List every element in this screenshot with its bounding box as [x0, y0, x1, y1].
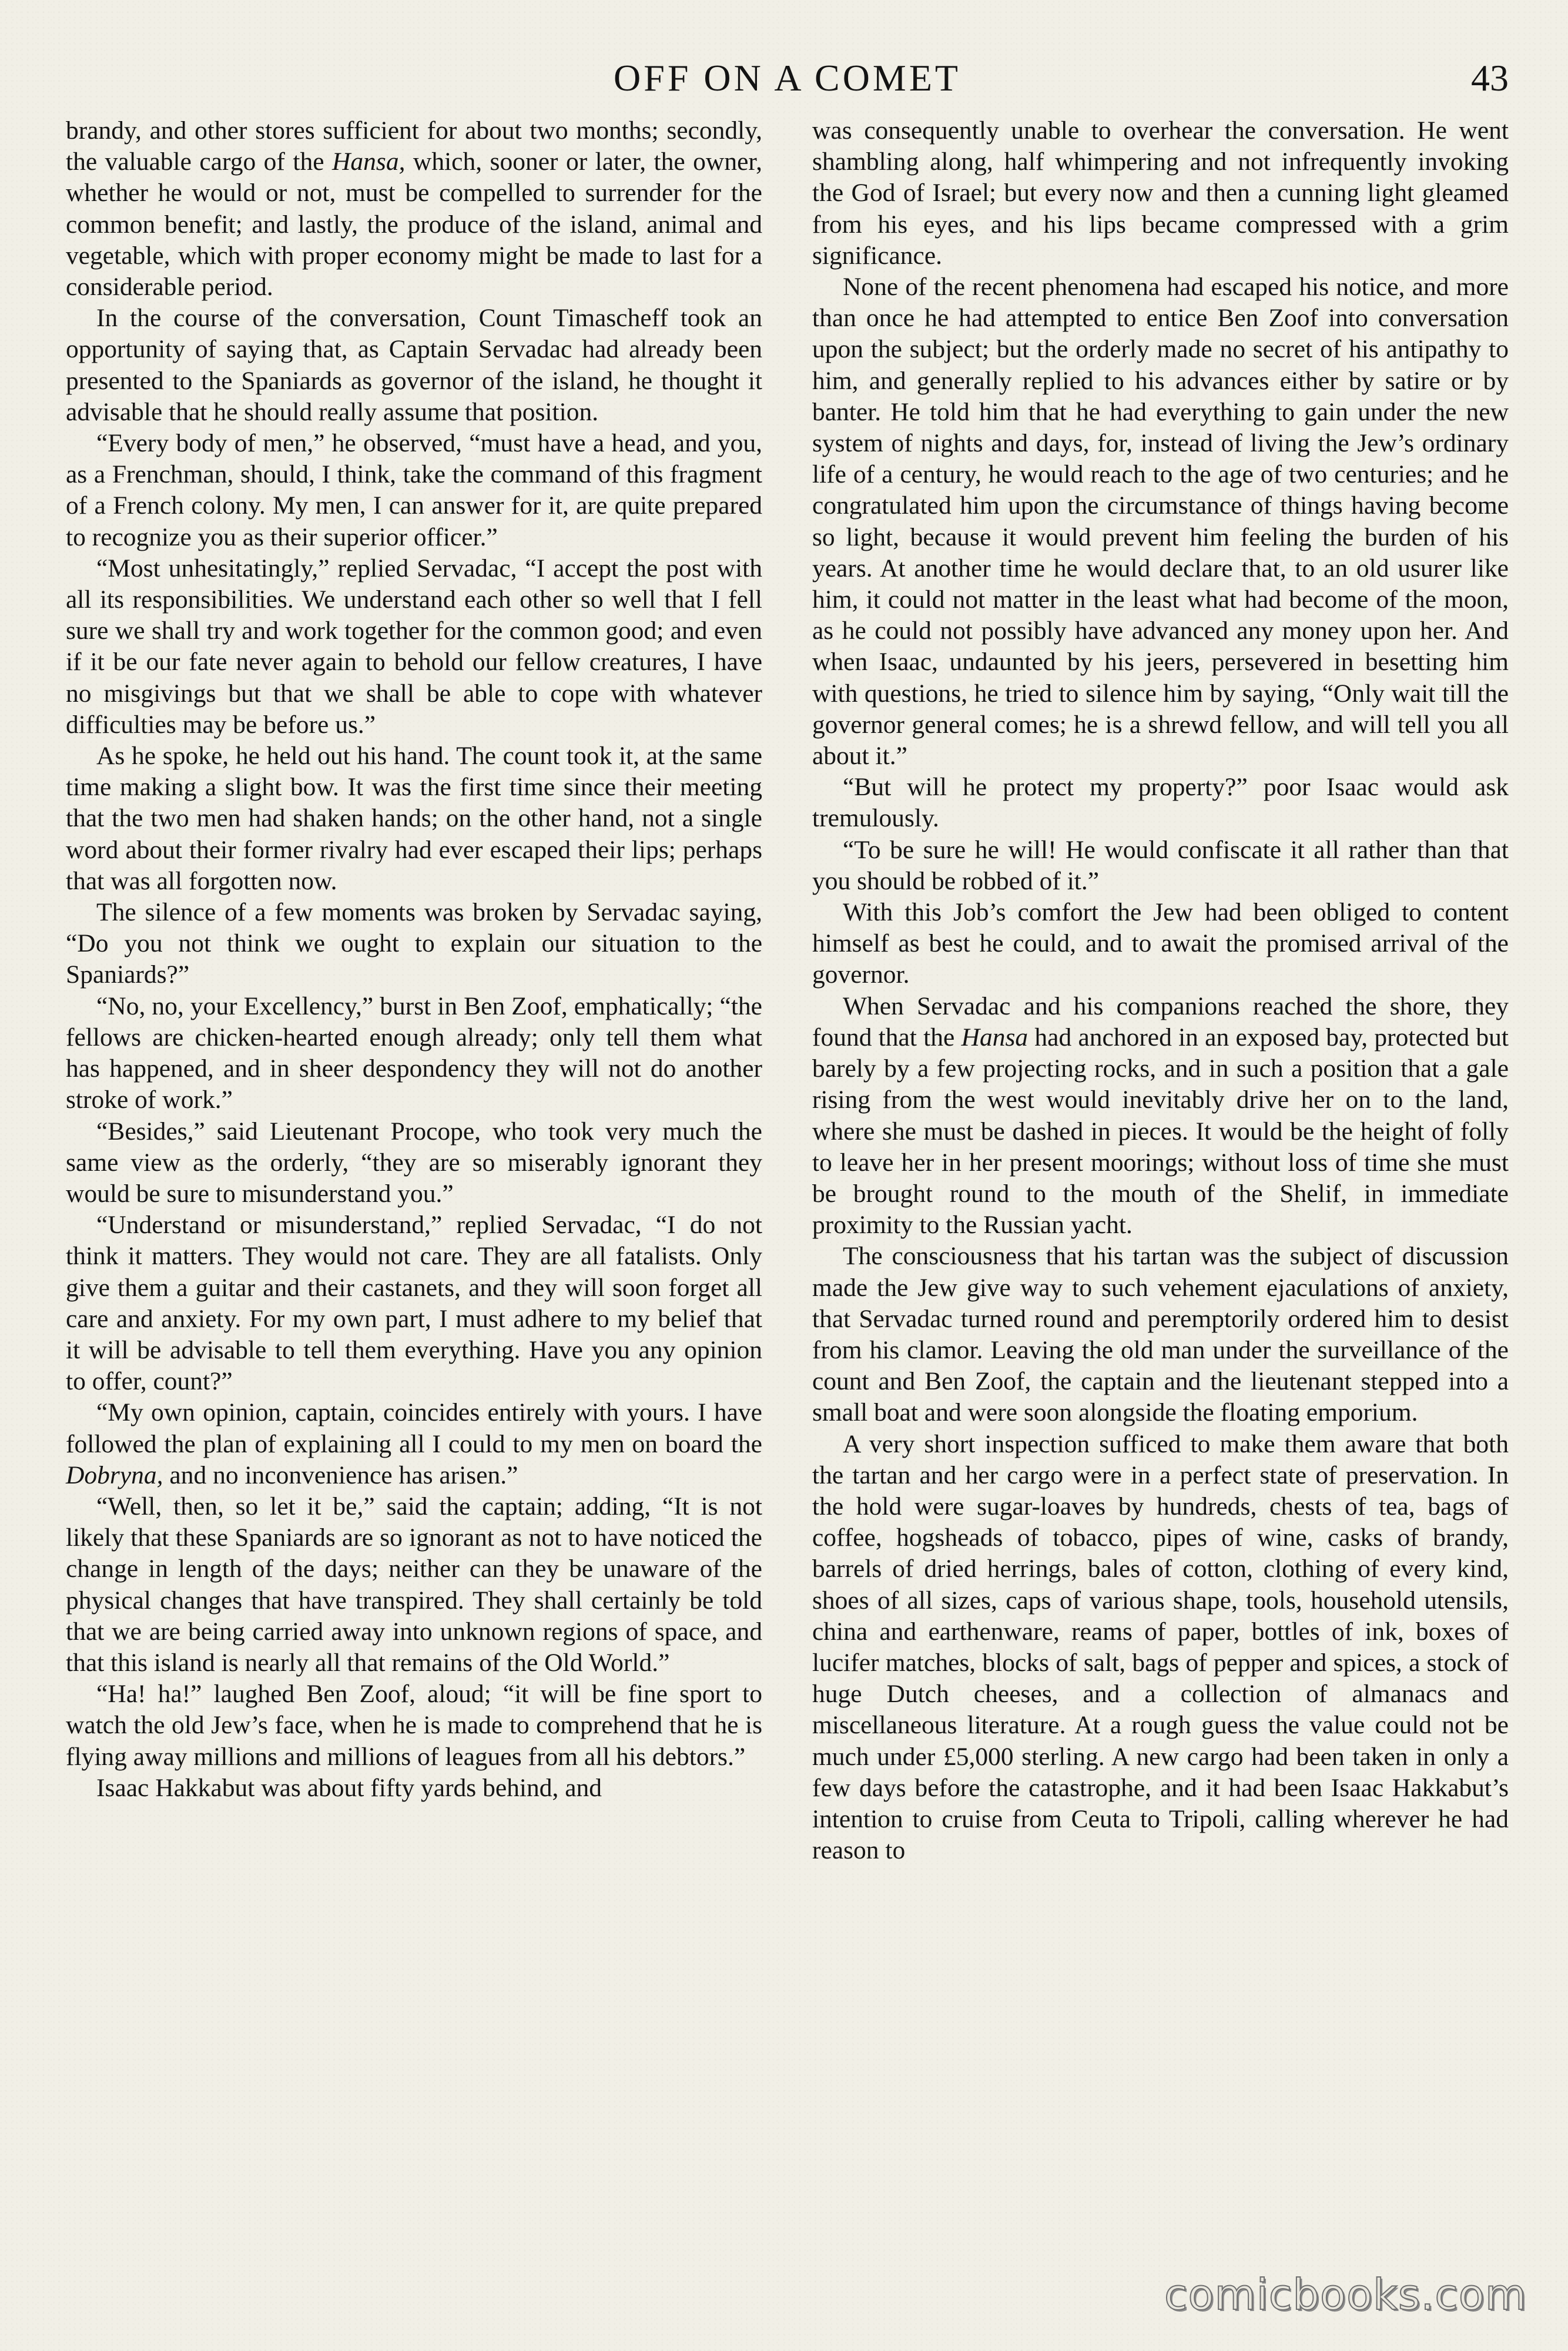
paragraph	[66, 897, 762, 991]
paragraph	[66, 553, 762, 741]
page-header	[66, 52, 1509, 105]
italic-ship-name: Hansa	[961, 1023, 1028, 1051]
book-page	[66, 0, 1509, 2351]
right-text-column	[812, 115, 1509, 1866]
page-number: 43	[1471, 57, 1509, 99]
paragraph	[812, 897, 1509, 991]
text-run: With this Job’s comfort the Jew had been obliged to content himself as best he could, and to await the promised arrival of the governor.	[812, 898, 1509, 989]
text-run: As he spoke, he held out his hand. The count took it, at the same time making a slight bow. It was the first time since their meeting that the two men had shaken hands; on the other hand, not a single word about their former rivalry had ever escaped their lips; perhaps that was all forgotten now.	[66, 742, 762, 895]
paragraph	[66, 303, 762, 428]
text-run: “To be sure he will! He would confiscate it all rather than that you should be robbed of it.”	[812, 835, 1509, 895]
text-run: “Understand or misunderstand,” replied Servadac, “I do not think it matters. They would not care. They are all fatalists. Only give them a guitar and their castanets, and they will soon forget all care and anxiety. For my own part, I must adhere to my belief that it will be advisable to tell them everything. Have you any opinion to offer, count?”	[66, 1211, 762, 1396]
paragraph	[66, 741, 762, 897]
left-text-column	[66, 115, 762, 1804]
text-run: “But will he protect my property?” poor Isaac would ask tremulously.	[812, 773, 1509, 833]
text-run: The silence of a few moments was broken by Servadac saying, “Do you not think we ought to explain our situation to the Spaniards?”	[66, 898, 762, 989]
paragraph	[812, 1429, 1509, 1867]
text-run: and no inconvenience has arisen.”	[163, 1461, 518, 1489]
paragraph	[66, 1773, 762, 1804]
text-run: In the course of the conversation, Count Timascheff took an opportunity of saying that, as Captain Servadac had already been presented to the Spaniards as governor of the island, he thought it advisable that he should really assume that position.	[66, 304, 762, 426]
text-run: Isaac Hakkabut was about fifty yards behind, and	[96, 1773, 602, 1802]
text-run: was consequently unable to overhear the conversation. He went shambling along, half whimpering and not infrequently invoking the God of Israel; but every now and then a cunning light gleamed from his eyes, and his lips became compressed with a grim significance.	[812, 116, 1509, 270]
paragraph	[812, 115, 1509, 272]
text-run: A very short inspection sufficed to make them aware that both the tartan and her cargo were in a perfect state of preservation. In the hold were sugar-loaves by hundreds, chests of tea, bags of coffee, hogsheads of tobacco, pipes of wine, casks of brandy, barrels of dried herrings, bales of cotton, clothing of every kind, shoes of all sizes, caps of various shape, tools, household utensils, china and earthenware, reams of paper, bottles of ink, boxes of lucifer matches, blocks of salt, bags of pepper and spices, a stock of huge Dutch cheeses, and a collection of almanacs and miscellaneous literature. At a rough guess the value could not be much under £5,000 sterling. A new cargo had been taken in only a few days before the catastrophe, and it had been Isaac Hakkabut’s intention to cruise from Ceuta to Tripoli, calling wherever he had reason to	[812, 1429, 1509, 1865]
paragraph	[66, 115, 762, 303]
text-run: “No, no, your Excellency,” burst in Ben Zoof, emphatically; “the fellows are chicken-hearted enough already; only tell them what has happened, and in sheer despondency they will not do another stroke of work.”	[66, 992, 762, 1114]
text-run: “Well, then, so let it be,” said the captain; adding, “It is not likely that these Spaniards are so ignorant as not to have noticed the change in length of the days; neither can they be unaware of the physical changes that have transpired. They shall certainly be told that we are being carried away into unknown regions of space, and that this island is nearly all that remains of the Old World.”	[66, 1492, 762, 1677]
paragraph	[66, 1116, 762, 1210]
paragraph	[812, 272, 1509, 772]
text-run: When Servadac and his companions reached the shore, they found that the	[812, 992, 1509, 1051]
text-run: “Ha! ha!” laughed Ben Zoof, aloud; “it will be fine sport to watch the old Jew’s face, when he is made to comprehend that he is flying away millions and millions of leagues from all his debtors.”	[66, 1680, 762, 1771]
paragraph	[812, 772, 1509, 834]
site-watermark: comicbooks.com	[1164, 2270, 1527, 2319]
text-run: The consciousness that his tartan was the subject of discussion made the Jew give way to such vehement ejaculations of anxiety, that Servadac turned round and peremptorily ordered him to desist from his clamor. Leaving the old man under the surveillance of the count and Ben Zoof, the captain and the lieutenant stepped into a small boat and were soon alongside the floating emporium.	[812, 1242, 1509, 1427]
paragraph	[66, 1210, 762, 1397]
text-run: None of the recent phenomena had escaped his notice, and more than once he had attempted to entice Ben Zoof into conversation upon the subject; but the orderly made no secret of his antipathy to him, and generally replied to his advances either by satire or by banter. He told him that he had everything to gain under the new system of nights and days, for, instead of living the Jew’s ordinary life of a century, he would reach to the age of two centuries; and he congratulated him upon the circumstance of things having become so light, because it would prevent him feeling the burden of his years. At another time he would declare that, to an old usurer like him, it could not matter in the least what had become of the moon, as he could not possibly have advanced any money upon her. And when Isaac, undaunted by his jeers, persevered in besetting him with questions, he tried to silence him by saying, “Only wait till the governor general comes; he is a shrewd fellow, and will tell you all about it.”	[812, 273, 1509, 771]
paragraph	[66, 428, 762, 553]
paragraph	[66, 1679, 762, 1773]
paragraph	[812, 1241, 1509, 1428]
text-run: “Every body of men,” he observed, “must have a head, and you, as a Frenchman, should, I think, take the command of this fragment of a French colony. My men, I can answer for it, are quite prepared to recognize you as their superior officer.”	[66, 429, 762, 551]
text-run: “Most unhesitatingly,” replied Servadac, “I accept the post with all its responsibilities. We understand each other so well that I fell sure we shall try and work together for the common good; and even if it be our fate never again to behold our fellow creatures, I have no misgivings but that we shall be able to cope with whatever difficulties may be before us.”	[66, 554, 762, 739]
text-run: “Besides,” said Lieutenant Procope, who took very much the same view as the orderly, “they are so miserably ignorant they would be sure to misunderstand you.”	[66, 1117, 762, 1208]
text-run: brandy, and other stores sufficient for about two months; secondly, the valuable cargo of the	[66, 116, 762, 176]
italic-ship-name: Hansa,	[331, 148, 406, 176]
text-run: had anchored in an exposed bay, protected but barely by a few projecting rocks, and in such a position that a gale rising from the west would inevitably drive her on to the land, where she must be dashed in pieces. It would be the height of folly to leave her in her present moorings; without loss of time she must be brought round to the mouth of the Shelif, in immediate proximity to the Russian yacht.	[812, 1023, 1509, 1240]
paragraph	[812, 835, 1509, 897]
paragraph	[66, 1397, 762, 1491]
running-head: OFF ON A COMET	[614, 57, 961, 99]
paragraph	[66, 1491, 762, 1679]
paragraph	[812, 991, 1509, 1241]
italic-ship-name: Dobryna,	[66, 1461, 163, 1489]
text-run: “My own opinion, captain, coincides entirely with yours. I have followed the plan of explaining all I could to my men on board the	[66, 1398, 762, 1458]
paragraph	[66, 991, 762, 1116]
text-run: which, sooner or later, the owner, whether he would or not, must be compelled to surrender for the common benefit; and lastly, the produce of the island, animal and vegetable, which with proper economy might be made to last for a considerable period.	[66, 148, 762, 302]
